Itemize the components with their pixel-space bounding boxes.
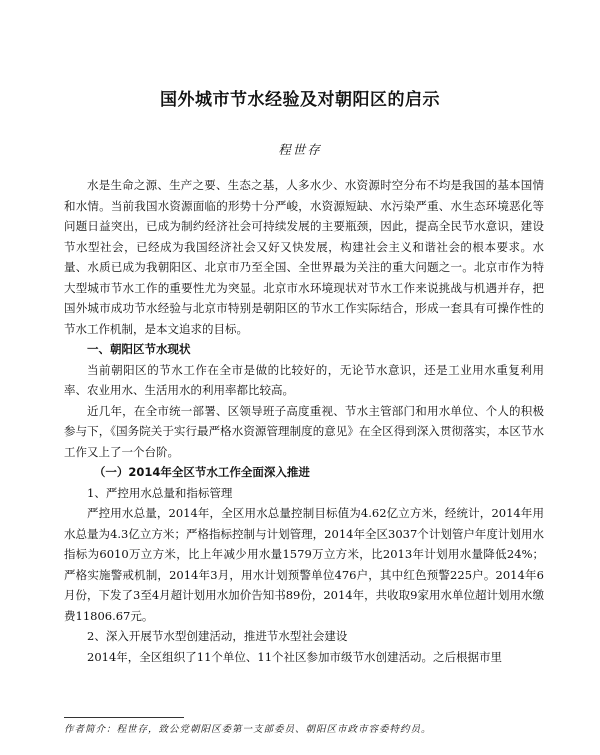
paragraph-creation-activity: 2014年，全区组织了11个单位、11个社区参加市级节水创建活动。之后根据市里 (87, 649, 503, 664)
article-body (64, 175, 544, 667)
article-author: 程世存 (278, 142, 322, 157)
footnote-divider (64, 717, 184, 718)
subsection-heading: （一）2014年全区节水工作全面深入推进 (93, 465, 310, 479)
paragraph-recent-years: 近几年，在全市统一部署、区领导班子高度重视、节水主管部门和用水单位、个人的积极参与下，《国务院关于实行最严格水资源管理制度的意见》在全区得到深入贯彻落实，本区节水工作又上了一个台阶。 (64, 403, 544, 459)
paragraph-current-status: 当前朝阳区的节水工作在全市是做的比较好的，无论节水意识，还是工业用水重复利用率、农业用水、生活用水的利用率都比较高。 (64, 362, 544, 397)
paragraph-water-control: 严控用水总量，2014年，全区用水总量控制目标值为4.62亿立方米，经统计，2014年用水总量为4.3亿立方米；严格指标控制与计划管理，2014年全区3037个计划管户年度计划用水指标为6010万立方米，比上年减少用水量1579万立方米，比2013年计划用水量降低24%；严格实施警戒机制，2014年3月，用水计划预警单位476户，其中红色预警225户。2014年6月份，下发了3至4月超计划用水加价告知书89份，2014年，共收取9家用水单位超计划用水缴费11806.67元。 (64, 506, 544, 623)
item-heading-2: 2、深入开展节水型创建活动，推进节水型社会建设 (87, 629, 348, 643)
section-heading-1: 一、朝阳区节水现状 (87, 342, 191, 356)
article-title: 国外城市节水经验及对朝阳区的启示 (160, 90, 440, 110)
author-footnote: 作者简介：程世存，致公党朝阳区委第一支部委员、朝阳区市政市容委特约员。 (64, 724, 432, 735)
paragraph-intro: 水是生命之源、生产之要、生态之基，人多水少、水资源时空分布不均是我国的基本国情和水情。当前我国水资源面临的形势十分严峻，水资源短缺、水污染严重、水生态环境恶化等问题日益突出，已成为制约经济社会可持续发展的主要瓶颈，因此，提高全民节水意识，建设节水型社会，已经成为我国经济社会又好又快发展，构建社会主义和谐社会的根本要求。水量、水质已成为我朝阳区、北京市乃至全国、全世界最为关注的重大问题之一。北京市作为特大型城市节水工作的重要性尤为突显。北京市水环境现状对节水工作来说挑战与机遇并存，把国外城市成功节水经验与北京市特别是朝阳区的节水工作实际结合，形成一套具有可操作性的节水工作机制，是本文追求的目标。 (64, 178, 544, 336)
item-heading-1: 1、严控用水总量和指标管理 (87, 485, 233, 500)
